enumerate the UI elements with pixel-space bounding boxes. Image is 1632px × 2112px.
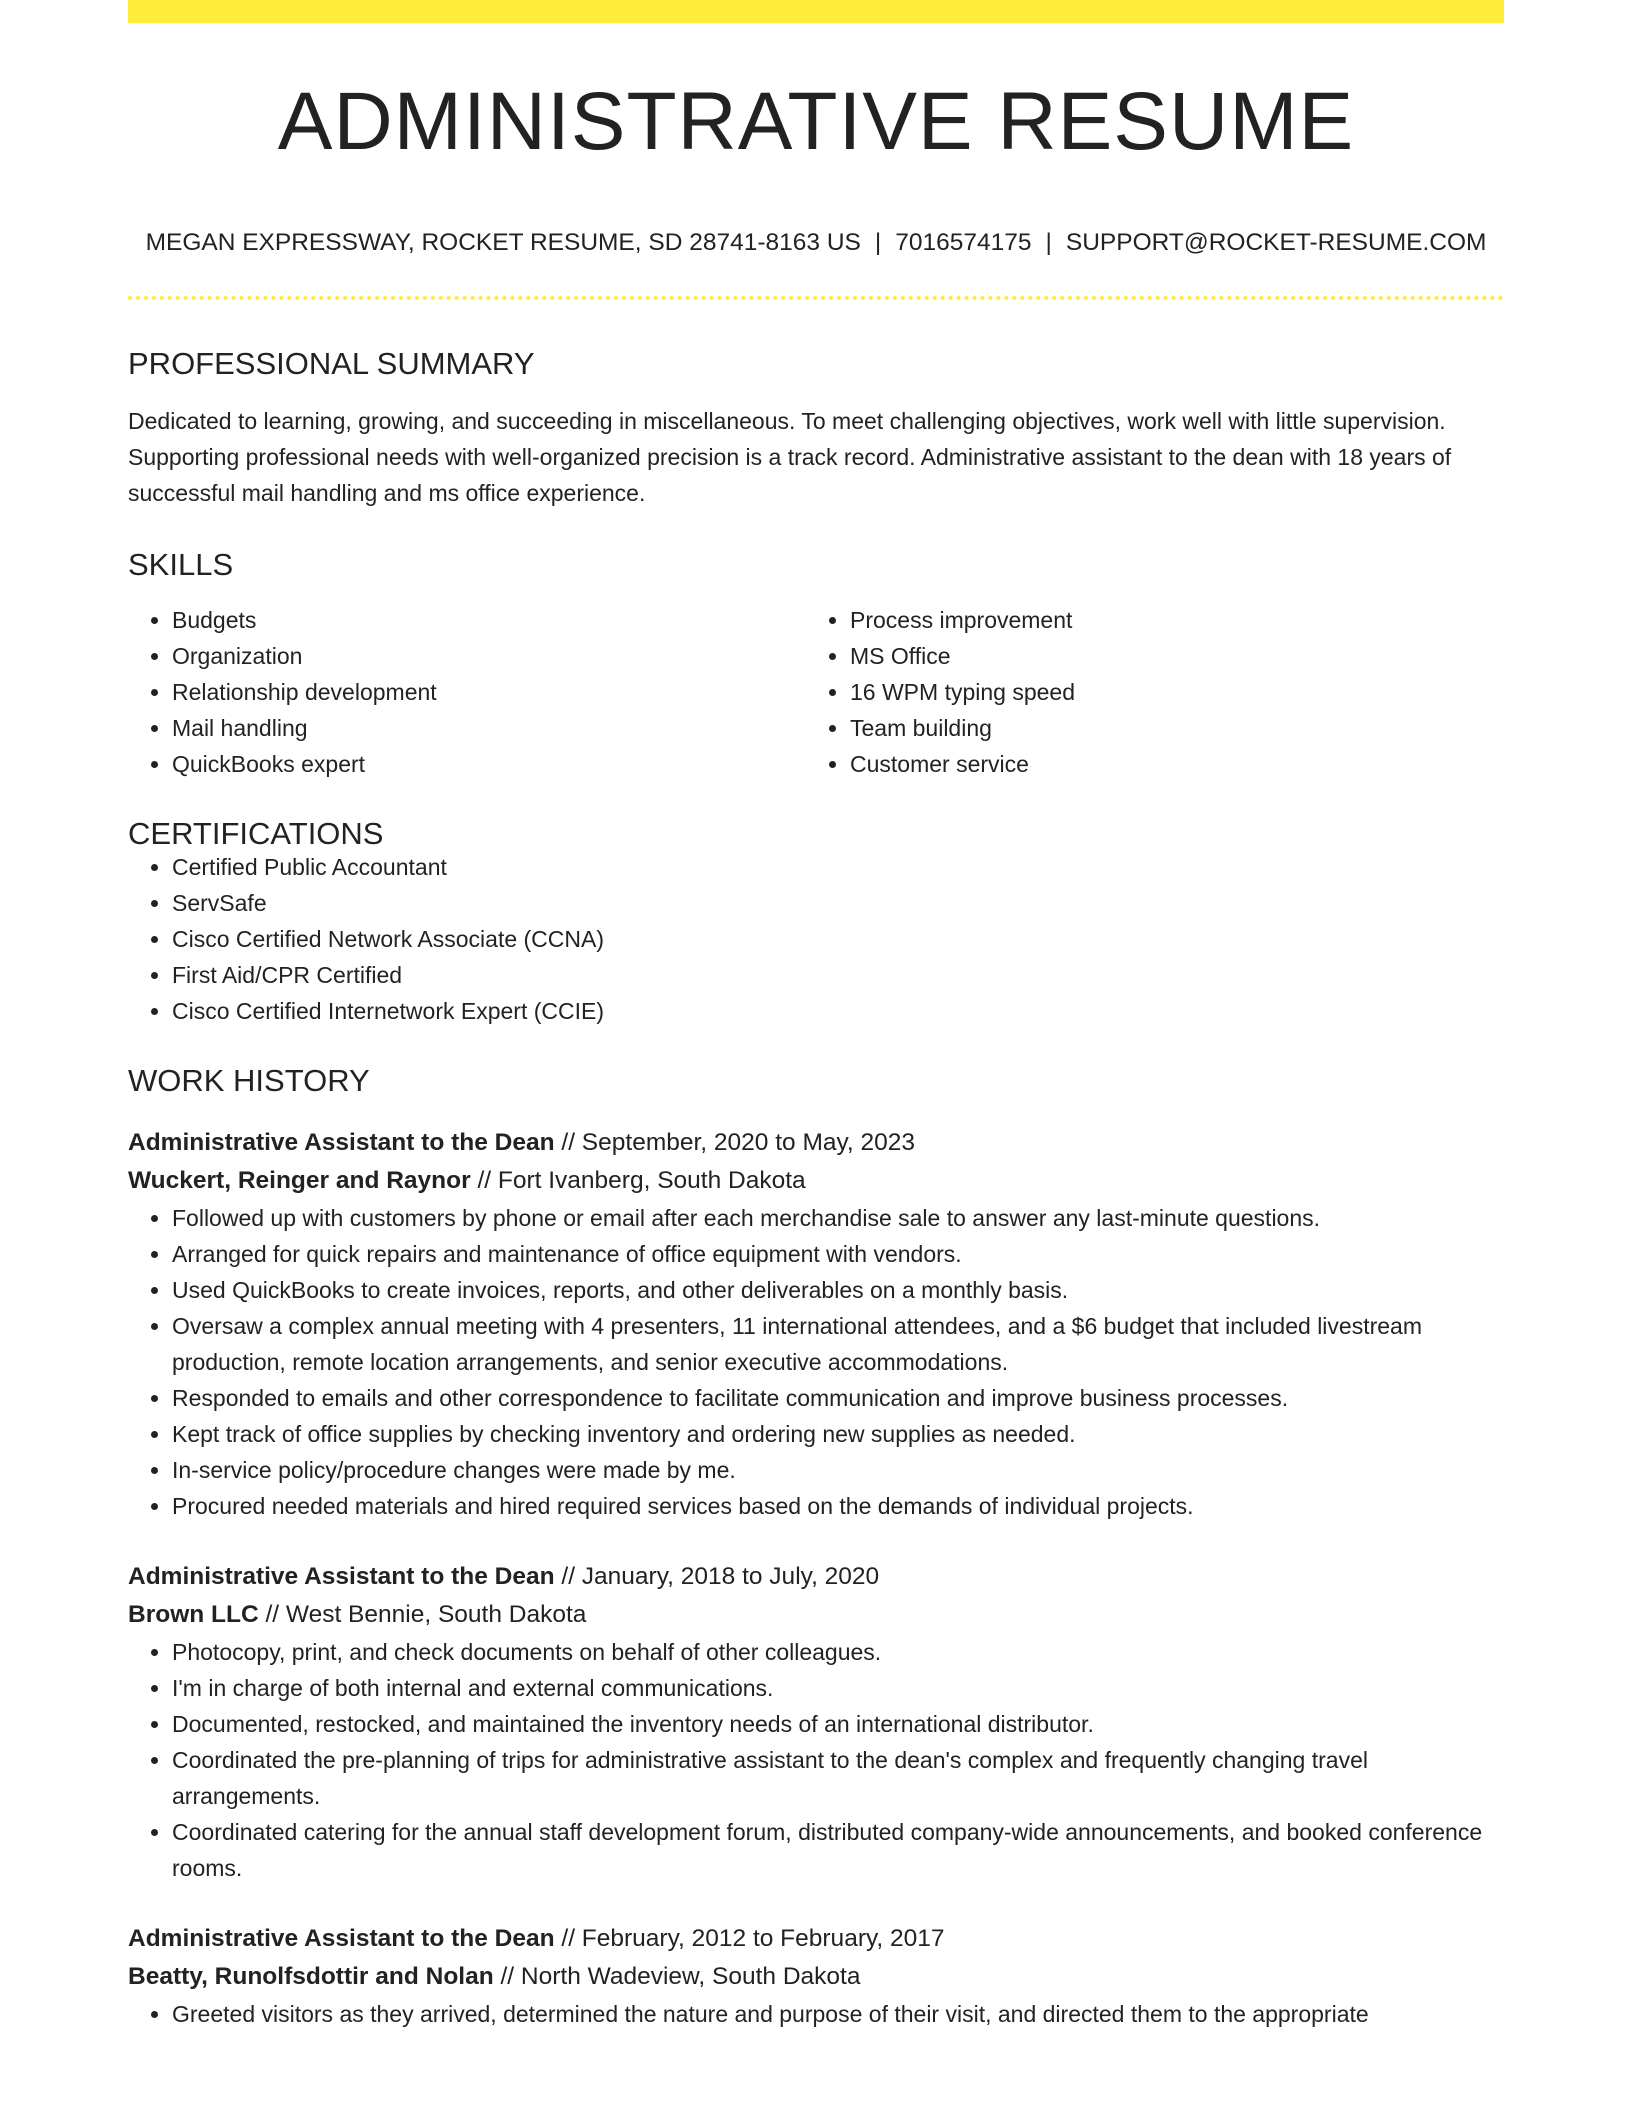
resume-title: ADMINISTRATIVE RESUME	[277, 76, 1355, 167]
skills-grid	[128, 602, 1504, 782]
job-bullet: • Arranged for quick repairs and maintenance of office equipment with vendors.	[172, 1236, 1504, 1272]
job-dates: // February, 2012 to February, 2017	[554, 1924, 945, 1952]
job-bullet: • Procured needed materials and hired required services based on the demands of individual projects.	[172, 1488, 1504, 1524]
job-company-line	[128, 1596, 1504, 1634]
work-history-heading: WORK HISTORY	[128, 1062, 370, 1098]
certification-item: • First Aid/CPR Certified	[172, 957, 1504, 993]
skill-item: • Relationship development	[172, 674, 806, 710]
job-bullet-list	[128, 1996, 1504, 2032]
job-bullet: • Greeted visitors as they arrived, determined the nature and purpose of their visit, and directed them to the appropriate	[172, 1996, 1504, 2032]
contact-separator: |	[874, 229, 882, 256]
certification-item: • Cisco Certified Network Associate (CCNA)	[172, 921, 1504, 957]
summary-heading: PROFESSIONAL SUMMARY	[128, 345, 535, 381]
contact-line	[128, 231, 1504, 256]
job-role: Administrative Assistant to the Dean	[128, 1562, 555, 1590]
certifications-list	[128, 849, 1504, 1029]
contact-phone[interactable]: 7016574175	[895, 229, 1032, 256]
certification-item: • ServSafe	[172, 885, 1504, 921]
skill-item: • 16 WPM typing speed	[850, 674, 1484, 710]
job-bullet: • Coordinated the pre-planning of trips for administrative assistant to the dean's complex and frequently changing travel arrangements.	[172, 1742, 1504, 1814]
job-company-line	[128, 1162, 1504, 1200]
job-dates: // September, 2020 to May, 2023	[554, 1128, 916, 1156]
job-company: Wuckert, Reinger and Raynor	[128, 1166, 471, 1194]
job-bullet: • Coordinated catering for the annual staff development forum, distributed company-wide announcements, and booked conference rooms.	[172, 1814, 1504, 1886]
skill-item: • MS Office	[850, 638, 1484, 674]
job-bullet-list	[128, 1634, 1504, 1886]
job-entry	[128, 1558, 1504, 1886]
skills-list-right	[806, 602, 1484, 782]
job-location: // North Wadeview, South Dakota	[493, 1962, 861, 1990]
dotted-divider	[128, 296, 1504, 300]
job-location: // Fort Ivanberg, South Dakota	[470, 1166, 806, 1194]
skills-column-left	[128, 602, 806, 782]
job-entry	[128, 1124, 1504, 1524]
certification-item: • Certified Public Accountant	[172, 849, 1504, 885]
job-bullet: • In-service policy/procedure changes were made by me.	[172, 1452, 1504, 1488]
job-dates: // January, 2018 to July, 2020	[554, 1562, 880, 1590]
job-location: // West Bennie, South Dakota	[258, 1600, 587, 1628]
job-bullet: • Documented, restocked, and maintained the inventory needs of an international distributor.	[172, 1706, 1504, 1742]
summary-text: Dedicated to learning, growing, and succeeding in miscellaneous. To meet challenging objectives, work well with little supervision. Supporting professional needs with well-organized precision is a track record. Administrative assistant to the dean with 18 years of successful mail handling and ms office experience.	[128, 407, 1452, 506]
skills-column-right	[806, 602, 1484, 782]
job-bullet: • Used QuickBooks to create invoices, reports, and other deliverables on a monthly basis.	[172, 1272, 1504, 1308]
job-entry	[128, 1920, 1504, 2032]
job-bullet: • Kept track of office supplies by checking inventory and ordering new supplies as needed.	[172, 1416, 1504, 1452]
contact-email[interactable]: SUPPORT@ROCKET-RESUME.COM	[1065, 229, 1487, 256]
job-bullet: • I'm in charge of both internal and external communications.	[172, 1670, 1504, 1706]
job-bullet: • Responded to emails and other correspondence to facilitate communication and improve business processes.	[172, 1380, 1504, 1416]
job-bullet-list	[128, 1200, 1504, 1524]
skill-item: • Process improvement	[850, 602, 1484, 638]
job-role: Administrative Assistant to the Dean	[128, 1924, 555, 1952]
contact-separator: |	[1045, 229, 1052, 256]
work-history-list	[128, 1124, 1504, 2032]
resume-page	[128, 0, 1504, 2032]
skill-item: • Budgets	[172, 602, 806, 638]
accent-top-bar	[128, 0, 1504, 23]
job-role: Administrative Assistant to the Dean	[128, 1128, 555, 1156]
job-bullet: • Photocopy, print, and check documents on behalf of other colleagues.	[172, 1634, 1504, 1670]
skills-heading: SKILLS	[128, 546, 234, 582]
job-company: Brown LLC	[128, 1600, 259, 1628]
certifications-heading: CERTIFICATIONS	[128, 815, 384, 851]
skill-item: • QuickBooks expert	[172, 746, 806, 782]
job-bullet: • Oversaw a complex annual meeting with 4 presenters, 11 international attendees, and a $6 budget that included livestream production, remote location arrangements, and senior executive accommodations.	[172, 1308, 1504, 1380]
contact-address: MEGAN EXPRESSWAY, ROCKET RESUME, SD 28741-8163 US	[145, 229, 861, 256]
job-company-line	[128, 1958, 1504, 1996]
job-company: Beatty, Runolfsdottir and Nolan	[128, 1962, 494, 1990]
skill-item: • Mail handling	[172, 710, 806, 746]
job-title-line	[128, 1124, 1504, 1162]
skill-item: • Customer service	[850, 746, 1484, 782]
job-title-line	[128, 1558, 1504, 1596]
job-bullet: • Followed up with customers by phone or email after each merchandise sale to answer any last-minute questions.	[172, 1200, 1504, 1236]
job-title-line	[128, 1920, 1504, 1958]
skill-item: • Organization	[172, 638, 806, 674]
skills-list-left	[128, 602, 806, 782]
skill-item: • Team building	[850, 710, 1484, 746]
certification-item: • Cisco Certified Internetwork Expert (CCIE)	[172, 993, 1504, 1029]
